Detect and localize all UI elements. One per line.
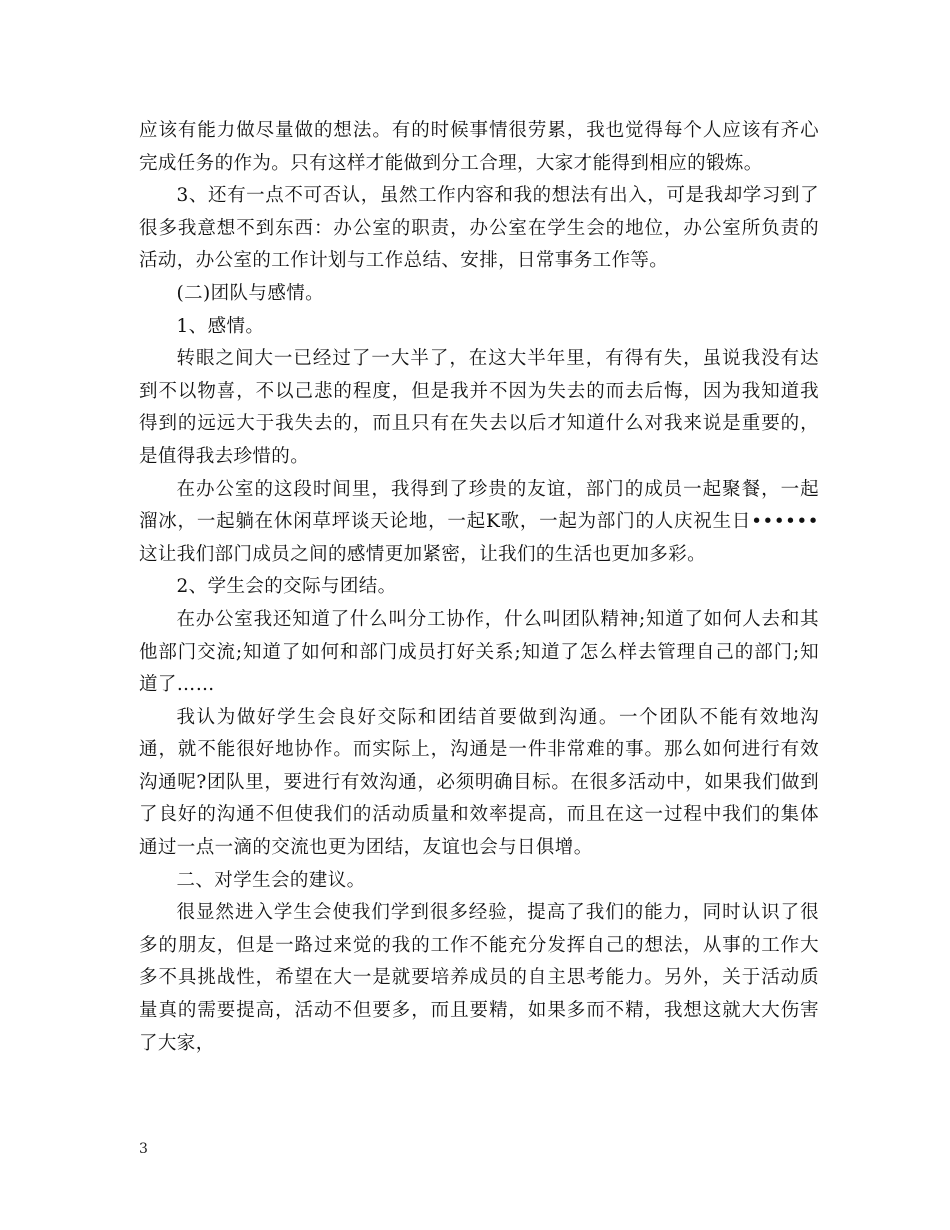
paragraph: 应该有能力做尽量做的想法。有的时候事情很劳累，我也觉得每个人应该有齐心完成任务的作为。只有这样才能做到分工合理，大家才能得到相应的锻炼。 xyxy=(139,120,819,174)
page-number: 3 xyxy=(139,1141,148,1157)
paragraph: 3、还有一点不可否认，虽然工作内容和我的想法有出入，可是我却学习到了很多我意想不到东西：办公室的职责，办公室在学生会的地位，办公室所负责的活动，办公室的工作计划与工作总结、安排，日常事务工作等。 xyxy=(139,185,819,272)
paragraph: 在办公室的这段时间里，我得到了珍贵的友谊，部门的成员一起聚餐，一起溜冰，一起躺在休闲草坪谈天论地，一起K歌，一起为部门的人庆祝生日••••••这让我们部门成员之间的感情更加紧密，让我们的生活也更加多彩。 xyxy=(139,478,819,565)
paragraph: 很显然进入学生会使我们学到很多经验，提高了我们的能力，同时认识了很多的朋友，但是一路过来觉的我的工作不能充分发挥自己的想法，从事的工作大多不具挑战性，希望在大一是就要培养成员的自主思考能力。另外，关于活动质量真的需要提高，活动不但要多，而且要精，如果多而不精，我想这就大大伤害了大家， xyxy=(139,902,819,1054)
paragraph: 在办公室我还知道了什么叫分工协作，什么叫团队精神;知道了如何人去和其他部门交流;知道了如何和部门成员打好关系;知道了怎么样去管理自己的部门;知道了…… xyxy=(139,608,819,696)
subsection-heading: 2、学生会的交际与团结。 xyxy=(176,576,397,598)
paragraph: 转眼之间大一已经过了一大半了，在这大半年里，有得有失，虽说我没有达到不以物喜，不以己悲的程度，但是我并不因为失去的而去后悔，因为我知道我得到的远远大于我失去的，而且只有在失去以后才知道什么对我来说是重要的，是值得我去珍惜的。 xyxy=(139,348,819,467)
section-heading: 二、对学生会的建议。 xyxy=(176,869,366,891)
section-heading: (二)团队与感情。 xyxy=(176,282,325,304)
body-text xyxy=(139,115,819,1060)
subsection-heading: 1、感情。 xyxy=(176,315,265,337)
paragraph: 我认为做好学生会良好交际和团结首要做到沟通。一个团队不能有效地沟通，就不能很好地协作。而实际上，沟通是一件非常难的事。那么如何进行有效沟通呢?团队里，要进行有效沟通，必须明确目标。在很多活动中，如果我们做到了良好的沟通不但使我们的活动质量和效率提高，而且在这一过程中我们的集体通过一点一滴的交流也更为团结，友谊也会与日俱增。 xyxy=(139,706,819,859)
